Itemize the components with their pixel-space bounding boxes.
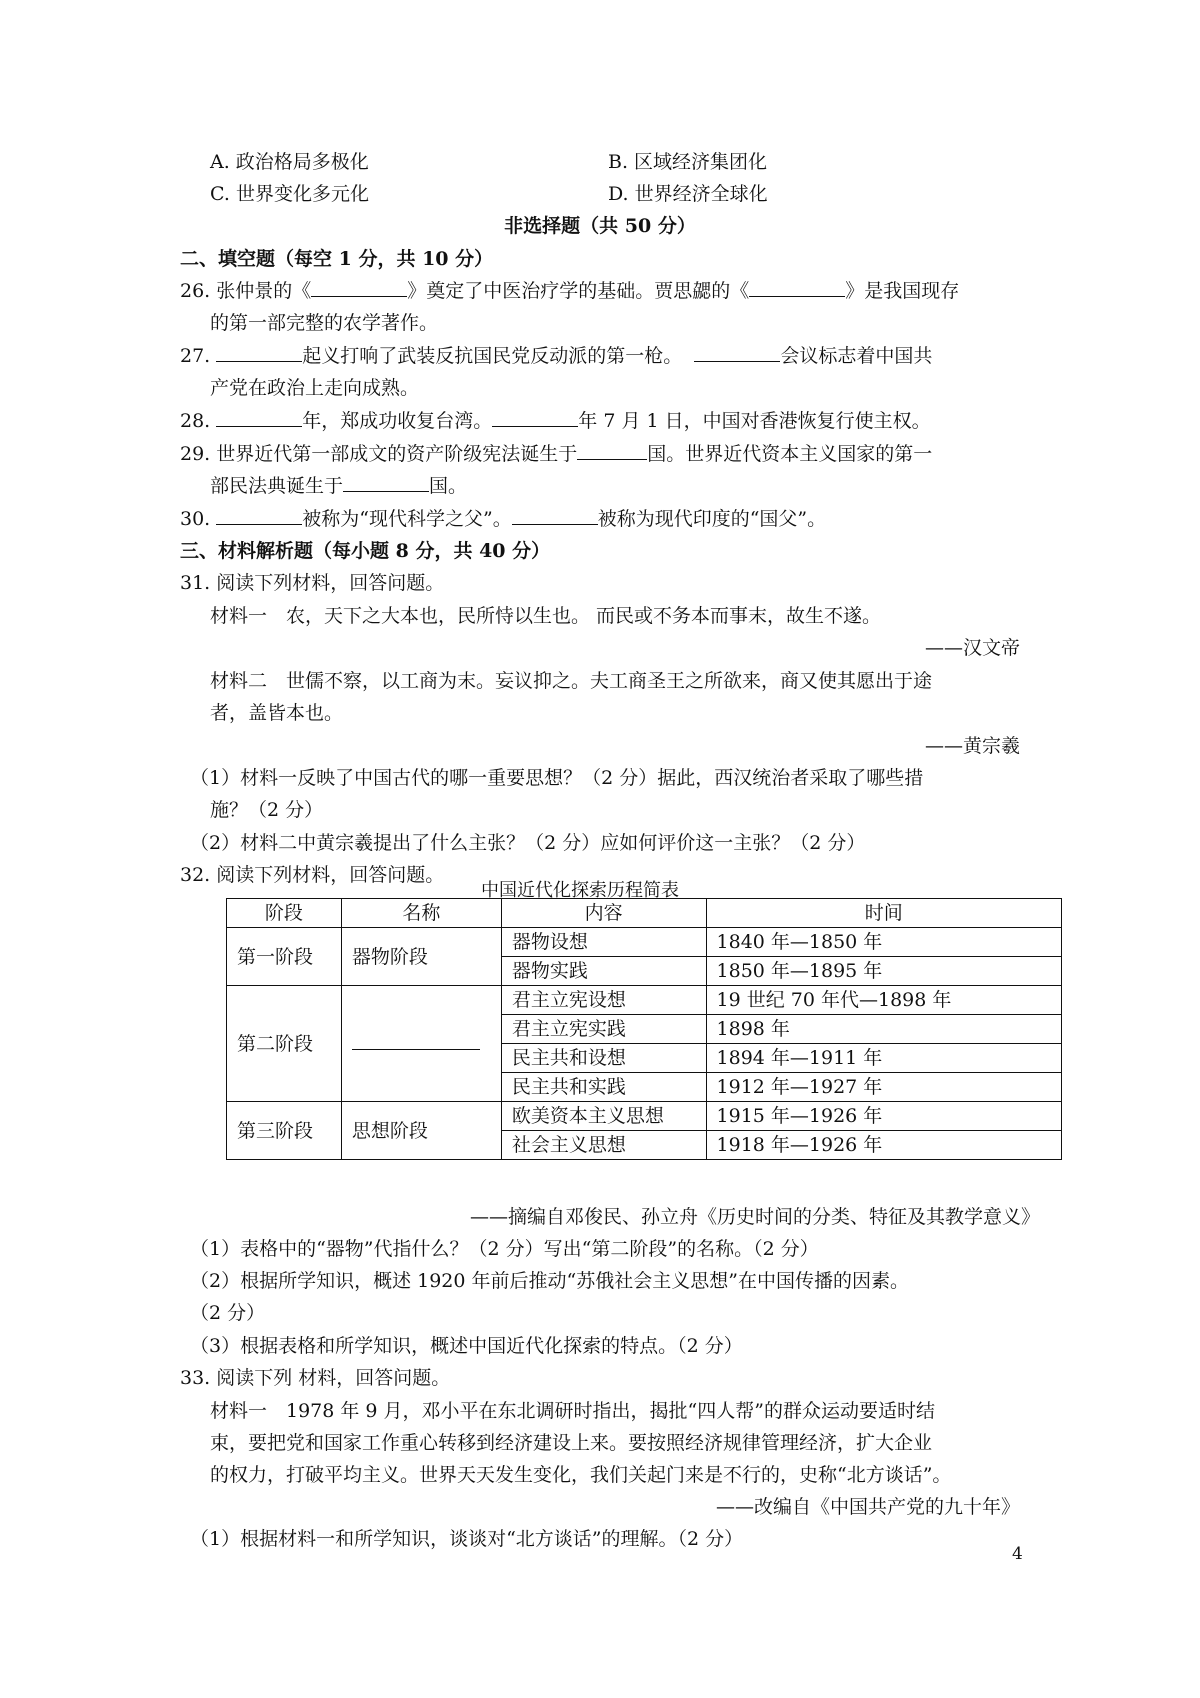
content-cell: 器物实践 — [501, 957, 706, 986]
table-header-row — [227, 899, 1062, 928]
q31-sub2: （2）材料二中黄宗羲提出了什么主张？（2 分）应如何评价这一主张？（2 分） — [190, 832, 866, 854]
q33-intro: 33. 阅读下列 材料，回答问题。 — [180, 1367, 451, 1389]
q32-intro: 32. 阅读下列材料，回答问题。 — [180, 864, 445, 886]
q33-sub1: （1）根据材料一和所学知识，谈谈对“北方谈话”的理解。（2 分） — [190, 1528, 744, 1550]
option-a: A. 政治格局多极化 — [210, 151, 369, 173]
stage-cell: 第一阶段 — [227, 928, 342, 986]
q26-line1: 26. 张仲景的《 》奠定了中医治疗学的基础。贾思勰的《 》是我国现存 — [180, 280, 960, 302]
name-cell: 器物阶段 — [341, 928, 501, 986]
q33-material1-line1: 材料一 1978 年 9 月，邓小平在东北调研时指出，揭批“四人帮”的群众运动要适时结 — [210, 1400, 935, 1422]
q31-sub1-line2: 施？（2 分） — [210, 799, 324, 821]
time-cell: 1912 年—1927 年 — [706, 1073, 1061, 1102]
time-cell: 1850 年—1895 年 — [706, 957, 1061, 986]
option-d: D. 世界经济全球化 — [608, 183, 768, 205]
section-title: 非选择题（共 50 分） — [504, 215, 696, 237]
time-cell: 19 世纪 70 年代—1898 年 — [706, 986, 1061, 1015]
q33-material1-line3: 的权力，打破平均主义。世界天天发生变化，我们关起门来是不行的，史称“北方谈话”。 — [210, 1464, 952, 1486]
answer-blank — [512, 506, 598, 525]
answer-blank — [216, 408, 302, 427]
time-cell: 1894 年—1911 年 — [706, 1044, 1061, 1073]
q31-intro: 31. 阅读下列材料，回答问题。 — [180, 572, 445, 594]
q31-sub1-line1: （1）材料一反映了中国古代的哪一重要思想？（2 分）据此，西汉统治者采取了哪些措 — [190, 767, 924, 789]
answer-blank — [694, 343, 780, 362]
q32-sub3: （3）根据表格和所学知识，概述中国近代化探索的特点。（2 分） — [190, 1335, 743, 1357]
content-cell: 欧美资本主义思想 — [501, 1102, 706, 1131]
answer-blank — [216, 506, 302, 525]
q30: 30. 被称为“现代科学之父”。 被称为现代印度的“国父”。 — [180, 508, 827, 530]
answer-blank — [311, 278, 407, 297]
q32-sub2-line1: （2）根据所学知识，概述 1920 年前后推动“苏俄社会主义思想”在中国传播的因素。 — [190, 1270, 909, 1292]
content-cell: 民主共和实践 — [501, 1073, 706, 1102]
table-header: 名称 — [341, 899, 501, 928]
q33-material1-source: ——改编自《中国共产党的九十年》 — [715, 1496, 1020, 1518]
q26-line2: 的第一部完整的农学著作。 — [210, 312, 439, 334]
time-cell: 1915 年—1926 年 — [706, 1102, 1061, 1131]
time-cell: 1918 年—1926 年 — [706, 1131, 1061, 1160]
table-header: 内容 — [501, 899, 706, 928]
answer-blank — [352, 1031, 480, 1050]
q33-material1-line2: 束，要把党和国家工作重心转移到经济建设上来。要按照经济规律管理经济，扩大企业 — [210, 1432, 933, 1454]
name-cell: 思想阶段 — [341, 1102, 501, 1160]
time-cell: 1898 年 — [706, 1015, 1061, 1044]
table-title: 中国近代化探索历程简表 — [481, 880, 679, 901]
q29-line2: 部民法典诞生于 国。 — [210, 475, 468, 497]
page-number: 4 — [1012, 1544, 1023, 1564]
time-cell: 1840 年—1850 年 — [706, 928, 1061, 957]
answer-blank — [492, 408, 578, 427]
history-table — [226, 898, 1062, 1160]
q27-line1: 27. 起义打响了武装反抗国民党反动派的第一枪。 会议标志着中国共 — [180, 345, 933, 367]
content-cell: 社会主义思想 — [501, 1131, 706, 1160]
table-row — [227, 986, 1062, 1015]
part2-heading: 二、填空题（每空 1 分，共 10 分） — [180, 248, 494, 270]
content-cell: 民主共和设想 — [501, 1044, 706, 1073]
q27-line2: 产党在政治上走向成熟。 — [210, 377, 420, 399]
answer-blank — [749, 278, 845, 297]
q31-material2-source: ——黄宗羲 — [924, 735, 1020, 757]
part3-heading: 三、材料解析题（每小题 8 分，共 40 分） — [180, 540, 551, 562]
content-cell: 器物设想 — [501, 928, 706, 957]
option-c: C. 世界变化多元化 — [210, 183, 369, 205]
q32-sub2-line2: （2 分） — [190, 1302, 266, 1324]
table-row — [227, 1102, 1062, 1131]
stage-cell: 第三阶段 — [227, 1102, 342, 1160]
q31-material1-source: ——汉文帝 — [924, 637, 1020, 659]
content-cell: 君主立宪实践 — [501, 1015, 706, 1044]
table-header: 阶段 — [227, 899, 342, 928]
answer-blank — [216, 343, 302, 362]
name-cell-blank — [341, 986, 501, 1102]
q31-material2-line1: 材料二 世儒不察，以工商为末。妄议抑之。夫工商圣王之所欲来，商又使其愿出于途 — [210, 670, 933, 692]
answer-blank — [343, 473, 429, 492]
answer-blank — [577, 441, 647, 460]
q31-material1: 材料一 农，天下之大本也，民所恃以生也。 而民或不务本而事末，故生不遂。 — [210, 605, 882, 627]
content-cell: 君主立宪设想 — [501, 986, 706, 1015]
option-b: B. 区域经济集团化 — [608, 151, 768, 173]
table-row — [227, 928, 1062, 957]
q29-line1: 29. 世界近代第一部成文的资产阶级宪法诞生于 国。世界近代资本主义国家的第一 — [180, 443, 933, 465]
q32-sub1: （1）表格中的“器物”代指什么？（2 分）写出“第二阶段”的名称。（2 分） — [190, 1238, 819, 1260]
table-header: 时间 — [706, 899, 1061, 928]
stage-cell: 第二阶段 — [227, 986, 342, 1102]
table-source: ——摘编自邓俊民、孙立舟《历史时间的分类、特征及其教学意义》 — [469, 1206, 1040, 1228]
q31-material2-line2: 者，盖皆本也。 — [210, 702, 344, 724]
q28: 28. 年，郑成功收复台湾。 年 7 月 1 日，中国对香港恢复行使主权。 — [180, 410, 931, 432]
